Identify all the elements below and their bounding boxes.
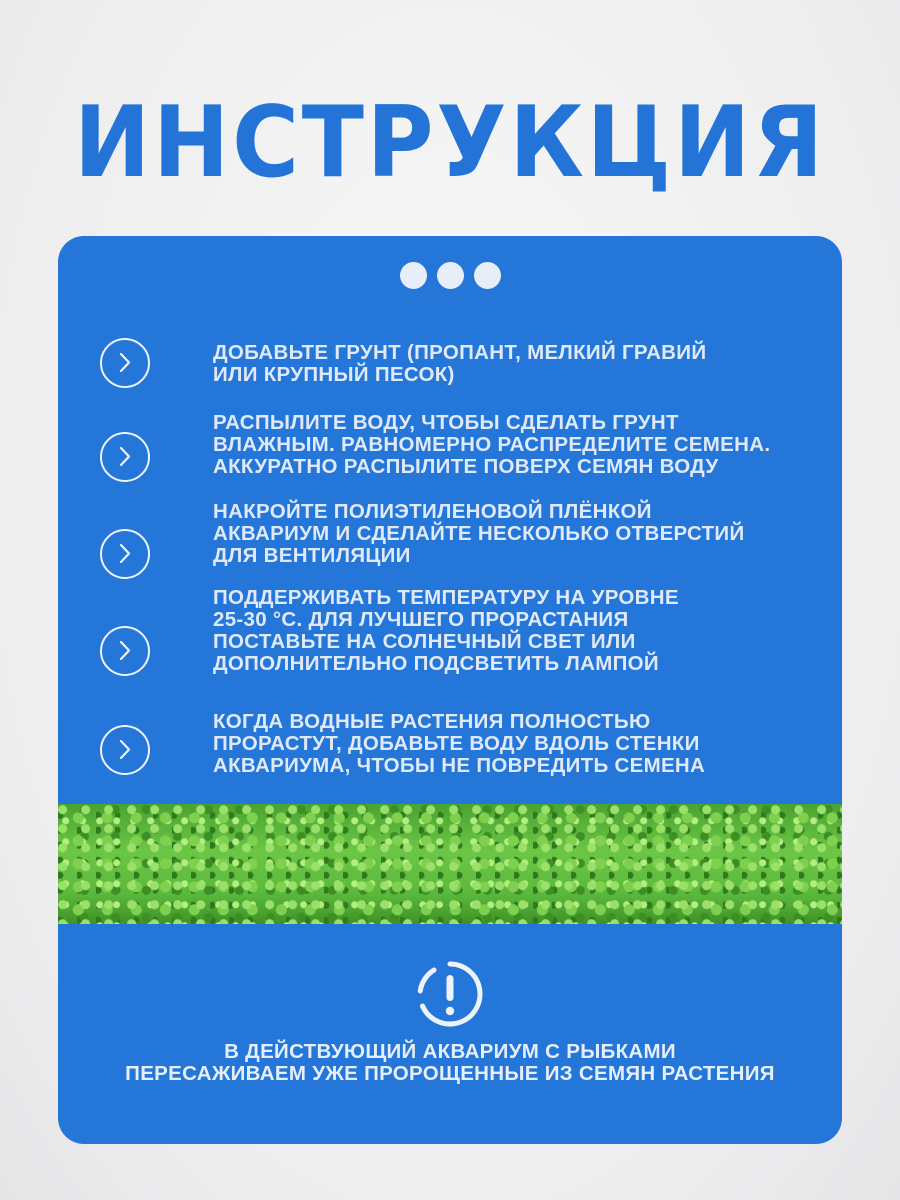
warning-text: В ДЕЙСТВУЮЩИЙ АКВАРИУМ С РЫБКАМИ ПЕРЕСАЖИВАЕМ УЖЕ ПРОРОЩЕННЫЕ ИЗ СЕМЯН РАСТЕНИЯ [125, 1040, 775, 1085]
instruction-card [58, 236, 842, 1144]
step-text: ДОБАВЬТЕ ГРУНТ (ПРОПАНТ, МЕЛКИЙ ГРАВИЙ ИЛИ КРУПНЫЙ ПЕСОК) [213, 341, 707, 386]
chevron-right-icon [100, 529, 150, 579]
chevron-right-icon [100, 725, 150, 775]
chevron-right-icon [100, 432, 150, 482]
grass-photo [58, 804, 842, 924]
page-title: ИНСТРУКЦИЯ [73, 86, 827, 200]
step-text: КОГДА ВОДНЫЕ РАСТЕНИЯ ПОЛНОСТЬЮ ПРОРАСТУТ, ДОБАВЬТЕ ВОДУ ВДОЛЬ СТЕНКИ АКВАРИУМА, ЧТОБЫ НЕ ПОВРЕДИТЬ СЕМЕНА [213, 710, 706, 777]
dot-icon [474, 262, 501, 289]
step-text: РАСПЫЛИТЕ ВОДУ, ЧТОБЫ СДЕЛАТЬ ГРУНТ ВЛАЖНЫМ. РАВНОМЕРНО РАСПРЕДЕЛИТЕ СЕМЕНА. АККУРАТНО РАСПЫЛИТЕ ПОВЕРХ СЕМЯН ВОДУ [213, 411, 771, 478]
dot-icon [400, 262, 427, 289]
chevron-right-icon [100, 626, 150, 676]
dots-decoration [58, 262, 842, 289]
chevron-right-icon [100, 338, 150, 388]
warning-icon [414, 958, 486, 1030]
step-text: ПОДДЕРЖИВАТЬ ТЕМПЕРАТУРУ НА УРОВНЕ 25-30 °С. ДЛЯ ЛУЧШЕГО ПРОРАСТАНИЯ ПОСТАВЬТЕ НА СОЛНЕЧНЫЙ СВЕТ ИЛИ ДОПОЛНИТЕЛЬНО ПОДСВЕТИТЬ ЛАМПОЙ [213, 586, 679, 675]
dot-icon [437, 262, 464, 289]
step-text: НАКРОЙТЕ ПОЛИЭТИЛЕНОВОЙ ПЛЁНКОЙ АКВАРИУМ И СДЕЛАЙТЕ НЕСКОЛЬКО ОТВЕРСТИЙ ДЛЯ ВЕНТИЛЯЦИИ [213, 500, 745, 567]
